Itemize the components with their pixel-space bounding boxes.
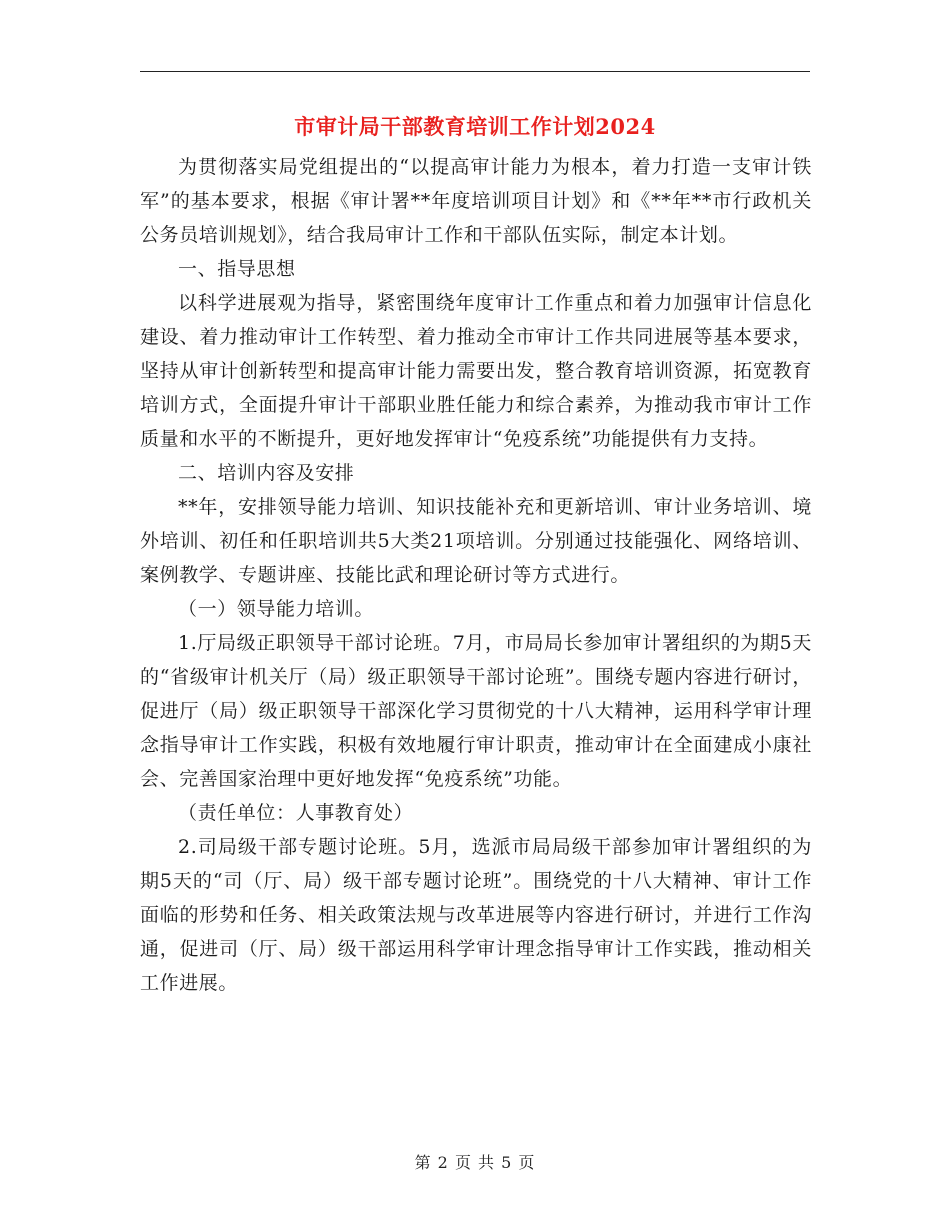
item-2-paragraph: 2.司局级干部专题讨论班。5月，选派市局局级干部参加审计署组织的为期5天的“司（厅、局）级干部专题讨论班”。围绕党的十八大精神、审计工作面临的形势和任务、相关政策法规与改革进展等内容进行研讨，并进行工作沟通，促进司（厅、局）级干部运用科学审计理念指导审计工作实践，推动相关工作进展。 xyxy=(140,836,812,994)
item-1-paragraph: 1.厅局级正职领导干部讨论班。7月，市局局长参加审计署组织的为期5天的“省级审计机关厅（局）级正职领导干部讨论班”。围绕专题内容进行研讨，促进厅（局）级正职领导干部深化学习贯彻党的十八大精神，运用科学审计理念指导审计工作实践，积极有效地履行审计职责，推动审计在全面建成小康社会、完善国家治理中更好地发挥“免疫系统”功能。 xyxy=(140,632,812,790)
header-rule xyxy=(140,71,810,72)
subsection-heading-leadership: （一）领导能力培训。 xyxy=(178,598,375,620)
document-body xyxy=(140,150,812,1000)
responsible-unit-note: （责任单位：人事教育处） xyxy=(178,802,414,824)
page-number: 第 2 页 共 5 页 xyxy=(414,1153,536,1172)
section-heading-training-content: 二、培训内容及安排 xyxy=(178,462,355,484)
training-overview-paragraph: **年，安排领导能力培训、知识技能补充和更新培训、审计业务培训、境外培训、初任和任职培训共5大类21项培训。分别通过技能强化、网络培训、案例教学、专题讲座、技能比武和理论研讨等方式进行。 xyxy=(140,496,812,586)
document-title: 市审计局干部教育培训工作计划2024 xyxy=(294,114,656,139)
guiding-ideology-paragraph: 以科学进展观为指导，紧密围绕年度审计工作重点和着力加强审计信息化建设、着力推动审计工作转型、着力推动全市审计工作共同进展等基本要求，坚持从审计创新转型和提高审计能力需要出发，整合教育培训资源，拓宽教育培训方式，全面提升审计干部职业胜任能力和综合素养，为推动我市审计工作质量和水平的不断提升，更好地发挥审计“免疫系统”功能提供有力支持。 xyxy=(140,292,812,450)
section-heading-guiding-ideology: 一、指导思想 xyxy=(178,258,296,280)
intro-paragraph: 为贯彻落实局党组提出的“以提高审计能力为根本，着力打造一支审计铁军”的基本要求，根据《审计署**年度培训项目计划》和《**年**市行政机关公务员培训规划》，结合我局审计工作和干部队伍实际，制定本计划。 xyxy=(140,156,812,246)
